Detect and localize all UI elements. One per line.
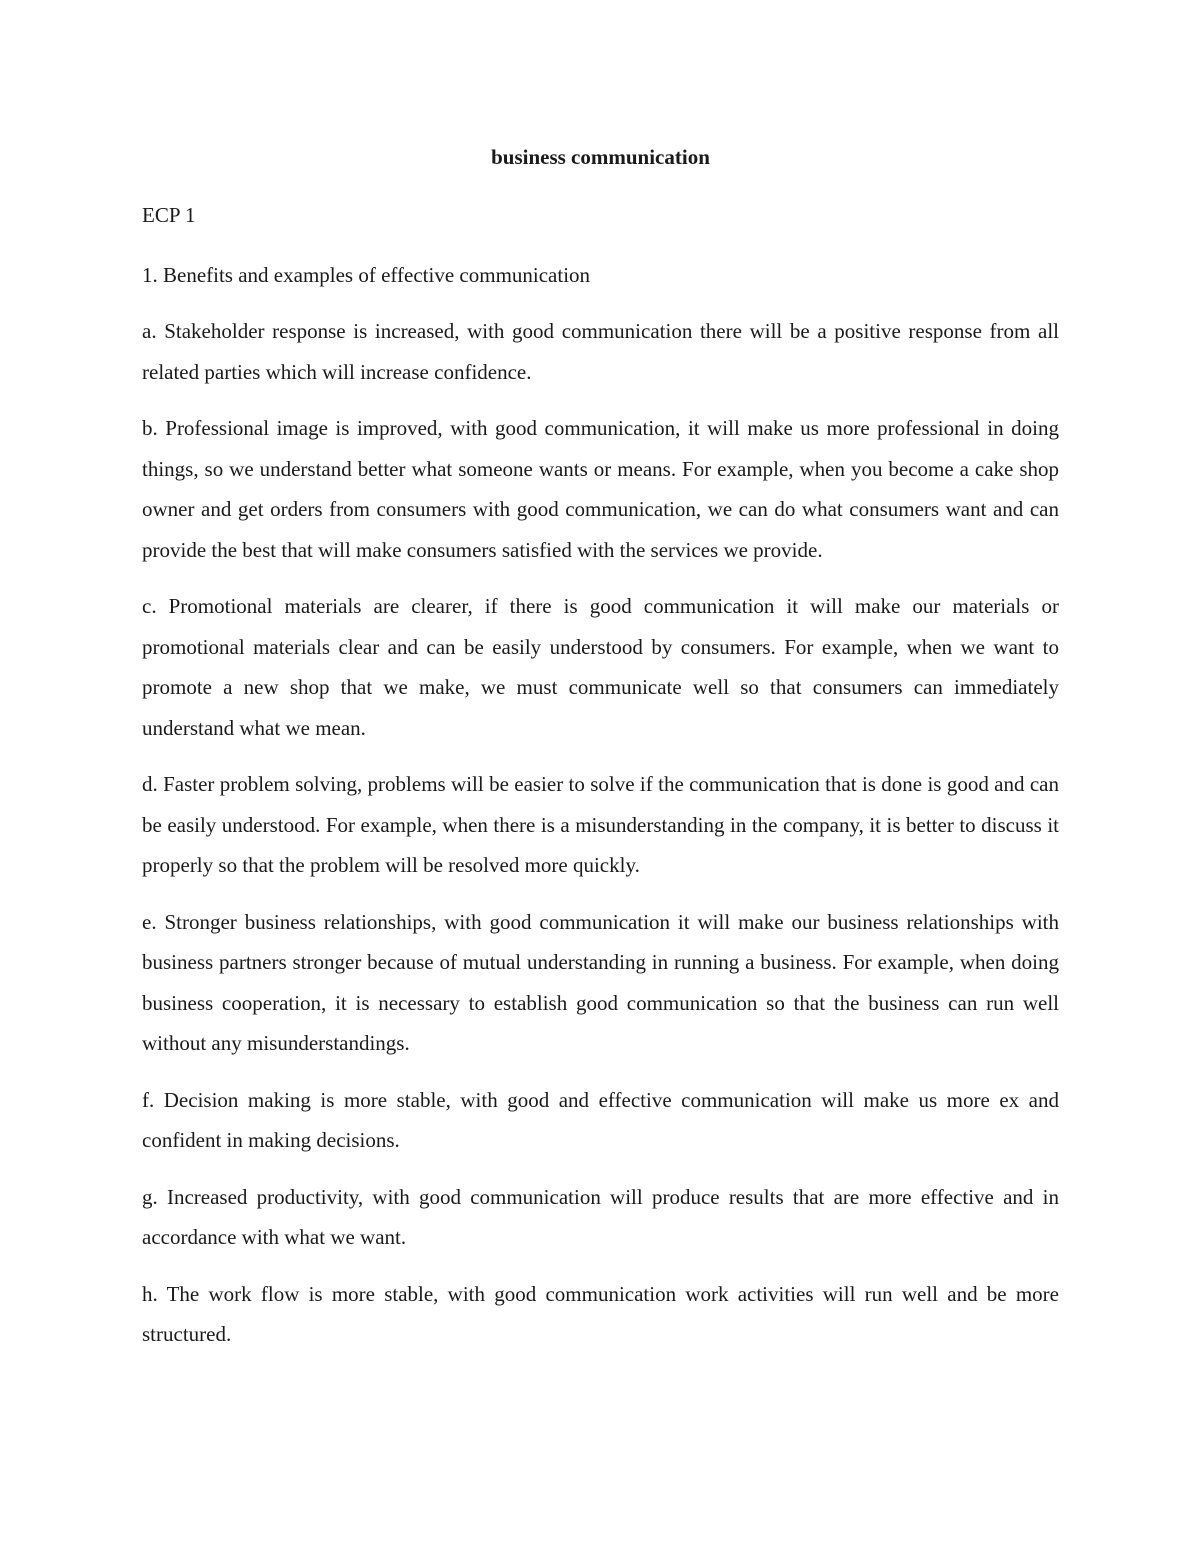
paragraph-h: h. The work flow is more stable, with good communication work activities will run well and be more structured.	[142, 1281, 1059, 1346]
paragraph-f: f. Decision making is more stable, with good and effective communication will make us more ex and confident in making decisions.	[142, 1087, 1059, 1152]
document-title: business communication	[491, 145, 710, 169]
paragraph-g: g. Increased productivity, with good communication will produce results that are more effective and in accordance with what we want.	[142, 1184, 1059, 1249]
question-heading: 1. Benefits and examples of effective communication	[142, 263, 591, 287]
paragraph-d: d. Faster problem solving, problems will be easier to solve if the communication that is done is good and can be easily understood. For example, when there is a misunderstanding in the company, it is better to discuss it properly so that the problem will be resolved more quickly.	[142, 772, 1059, 877]
paragraph-c: c. Promotional materials are clearer, if there is good communication it will make our materials or promotional materials clear and can be easily understood by consumers. For example, when we want to promote a new shop that we make, we must communicate well so that consumers can immediately understand what we mean.	[142, 594, 1059, 740]
section-label: ECP 1	[142, 203, 196, 227]
paragraph-b: b. Professional image is improved, with good communication, it will make us more professional in doing things, so we understand better what someone wants or means. For example, when you become a cake shop owner and get orders from consumers with good communication, we can do what consumers want and can provide the best that will make consumers satisfied with the services we provide.	[142, 416, 1059, 562]
paragraph-e: e. Stronger business relationships, with good communication it will make our business relationships with business partners stronger because of mutual understanding in running a business. For example, when doing business cooperation, it is necessary to establish good communication so that the business can run well without any misunderstandings.	[142, 909, 1059, 1055]
document-body	[142, 140, 1059, 1355]
paragraph-a: a. Stakeholder response is increased, with good communication there will be a positive response from all related parties which will increase confidence.	[142, 319, 1059, 384]
